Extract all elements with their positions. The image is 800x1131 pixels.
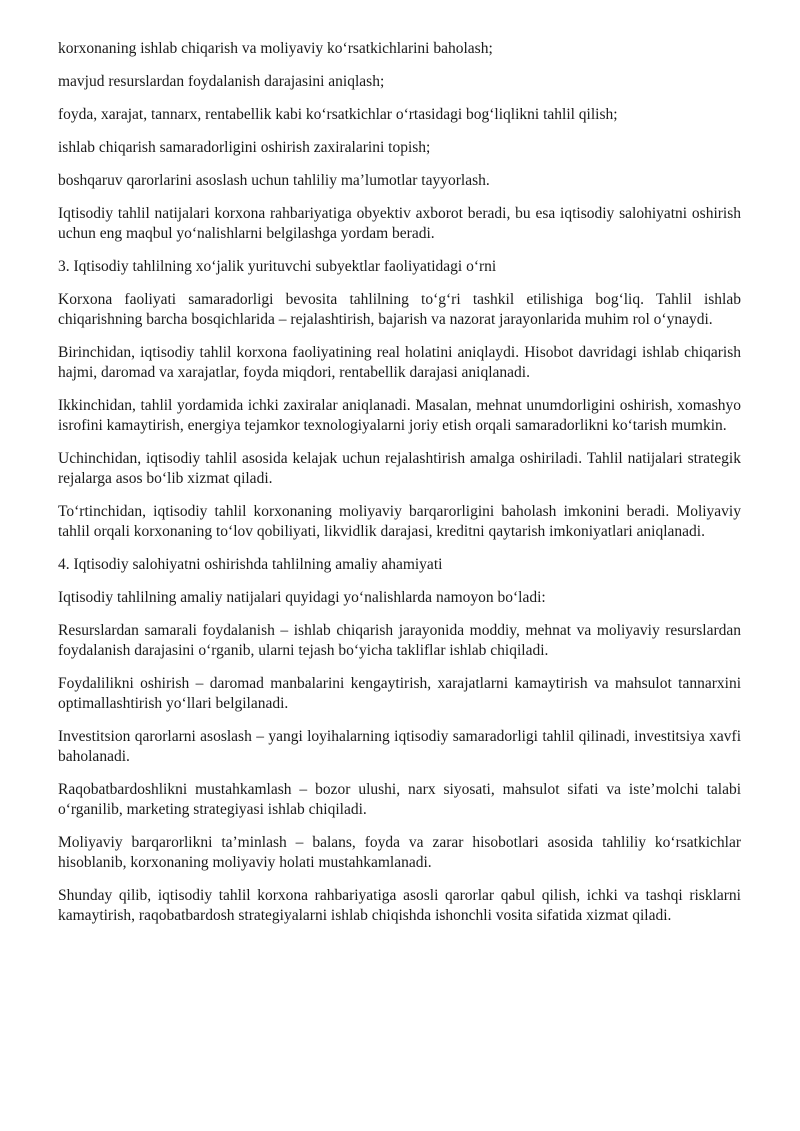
- list-item-decisions: boshqaruv qarorlarini asoslash uchun tahliliy ma’lumotlar tayyorlash.: [58, 172, 490, 189]
- list-item-indicators: foyda, xarajat, tannarx, rentabellik kabi ko‘rsatkichlar o‘rtasidagi bog‘liqlikni tahlil qilish;: [58, 106, 618, 123]
- document-page: [58, 39, 741, 939]
- paragraph-stability: Moliyaviy barqarorlikni ta’minlash – balans, foyda va zarar hisobotlari asosida tahliliy ko‘rsatkichlar hisoblanib, korxonaning moliyaviy holati mustahkamlanadi.: [58, 834, 741, 871]
- section-heading-3: 3. Iqtisodiy tahlilning xo‘jalik yurituvchi subyektlar faoliyatidagi o‘rni: [58, 258, 497, 275]
- list-item-assessment: korxonaning ishlab chiqarish va moliyaviy ko‘rsatkichlarini baholash;: [58, 40, 493, 57]
- paragraph-third: Uchinchidan, iqtisodiy tahlil asosida kelajak uchun rejalashtirish amalga oshiriladi. Tahlil natijalari strategik rejalarga asos bo‘lib xizmat qiladi.: [58, 450, 741, 487]
- paragraph-investment: Investitsion qarorlarni asoslash – yangi loyihalarning iqtisodiy samaradorligi tahlil qilinadi, investitsiya xavfi baholanadi.: [58, 728, 741, 765]
- paragraph-conclusion: Shunday qilib, iqtisodiy tahlil korxona rahbariyatiga asosli qarorlar qabul qilish, ichki va tashqi risklarni kamaytirish, raqobatbardosh strategiyalarni ishlab chiqishda ishonchli vosita sifatida xizmat qiladi.: [58, 887, 741, 924]
- list-item-resources: mavjud resurslardan foydalanish darajasini aniqlash;: [58, 73, 385, 90]
- paragraph-intro: Iqtisodiy tahlilning amaliy natijalari quyidagi yo‘nalishlarda namoyon bo‘ladi:: [58, 589, 546, 606]
- paragraph-first: Birinchidan, iqtisodiy tahlil korxona faoliyatining real holatini aniqlaydi. Hisobot davridagi ishlab chiqarish hajmi, daromad va xarajatlar, foyda miqdori, rentabellik darajasi aniqlanadi.: [58, 344, 741, 381]
- paragraph-resources: Resurslardan samarali foydalanish – ishlab chiqarish jarayonida moddiy, mehnat va moliyaviy resurslardan foydalanish darajasini o‘rganib, ularni tejash bo‘yicha takliflar ishlab chiqiladi.: [58, 622, 741, 659]
- paragraph-second: Ikkinchidan, tahlil yordamida ichki zaxiralar aniqlanadi. Masalan, mehnat unumdorligini oshirish, xomashyo isrofini kamaytirish, energiya tejamkor texnologiyalarni joriy etish orqali samaradorlikni ko‘tarish mumkin.: [58, 397, 741, 434]
- section-heading-4: 4. Iqtisodiy salohiyatni oshirishda tahlilning amaliy ahamiyati: [58, 556, 443, 573]
- paragraph-profitability: Foydalilikni oshirish – daromad manbalarini kengaytirish, xarajatlarni kamaytirish va mahsulot tannarxini optimallashtirish yo‘llari belgilanadi.: [58, 675, 741, 712]
- paragraph-competitiveness: Raqobatbardoshlikni mustahkamlash – bozor ulushi, narx siyosati, mahsulot sifati va iste’molchi talabi o‘rganilib, marketing strategiyasi ishlab chiqiladi.: [58, 781, 741, 818]
- paragraph-fourth: To‘rtinchidan, iqtisodiy tahlil korxonaning moliyaviy barqarorligini baholash imkonini beradi. Moliyaviy tahlil orqali korxonaning to‘lov qobiliyati, likvidlik darajasi, kreditni qaytarish imkoniyatlari aniqlanadi.: [58, 503, 741, 540]
- paragraph-efficiency: Korxona faoliyati samaradorligi bevosita tahlilning to‘g‘ri tashkil etilishiga bog‘liq. Tahlil ishlab chiqarishning barcha bosqichlarida – rejalashtirish, bajarish va nazorat jarayonlarida muhim rol o‘ynaydi.: [58, 291, 741, 328]
- list-item-reserves: ishlab chiqarish samaradorligini oshirish zaxiralarini topish;: [58, 139, 431, 156]
- paragraph-results: Iqtisodiy tahlil natijalari korxona rahbariyatiga obyektiv axborot beradi, bu esa iqtisodiy salohiyatni oshirish uchun eng maqbul yo‘nalishlarni belgilashga yordam beradi.: [58, 205, 741, 242]
